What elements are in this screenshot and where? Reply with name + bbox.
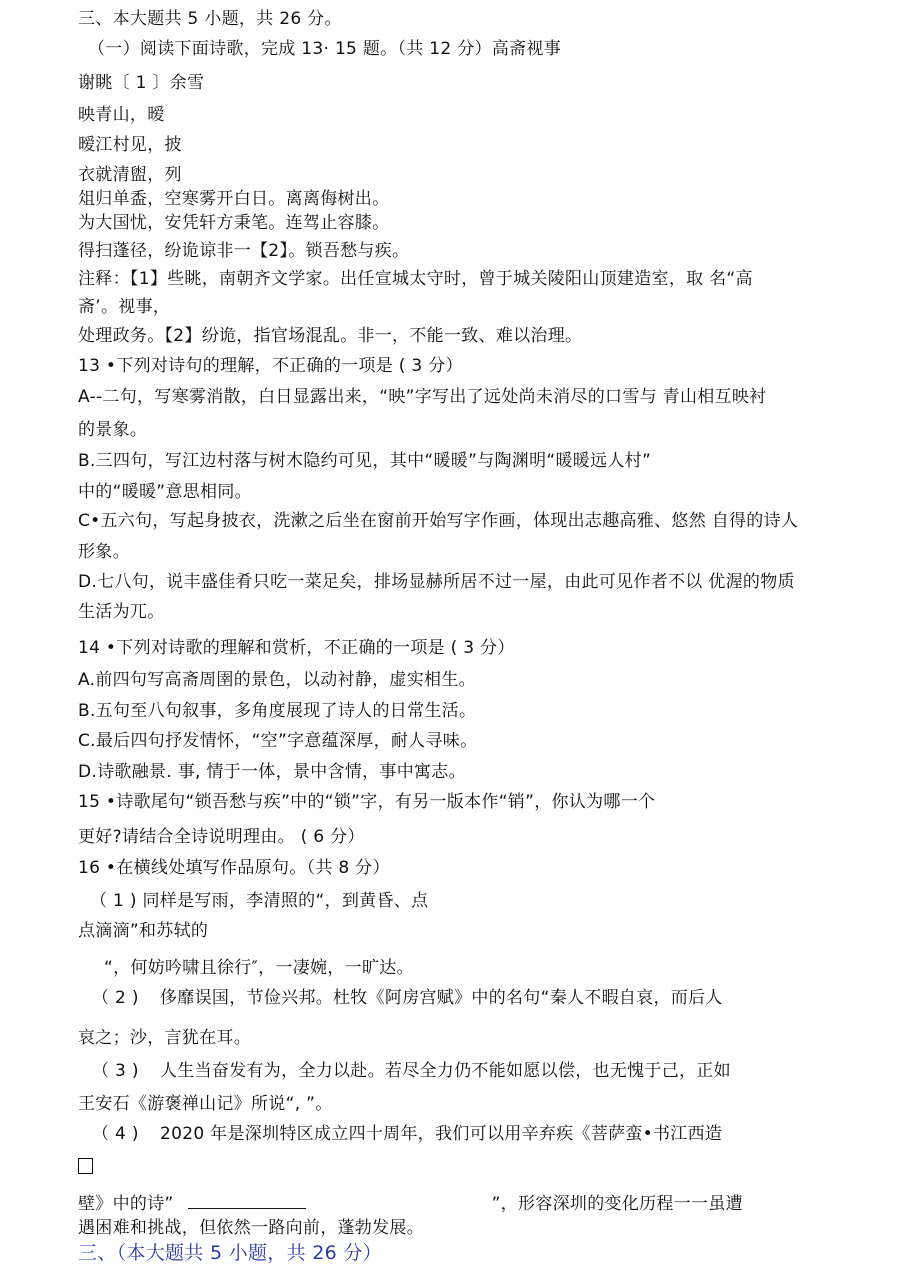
question-14: 14 •下列对诗歌的理解和赏析，不正确的一项是 ( 3 分） [78, 638, 515, 658]
option-c: C.最后四句抒发情怀，“空”字意蕴深厚，耐人寻味。 [78, 731, 478, 751]
sub-question-2-number: （ 2 ) [92, 988, 139, 1008]
reading-instruction: （一）阅读下面诗歌，完成 13· 15 题。（共 12 分）高斋视事 [88, 39, 562, 59]
option-a-cont: 的景象。 [78, 420, 148, 440]
sub-question-1-cont: “，何妨吟啸且徐行″，一凄婉，一旷达。 [104, 958, 414, 978]
sub-question-1: （ 1 ) 同样是写雨，李清照的“，到黄昏、点 [90, 891, 429, 911]
question-15-cont: 更好?请结合全诗说明理由。 ( 6 分） [78, 827, 365, 847]
option-c: C•五六句，写起身披衣，洗漱之后坐在窗前开始写字作画，体现出志趣高雅、悠然 自得的诗人 [78, 511, 799, 531]
annotation: 斋’。视事， [78, 297, 171, 317]
placeholder-box [78, 1157, 93, 1179]
sub-question-4-cont [78, 1192, 743, 1215]
poem-line: 俎归单盉，空寒雾开白日。离离侮树出。 [78, 189, 390, 209]
poem-line: 暧江村见，披 [78, 135, 182, 155]
option-d: D.诗歌融景. 事, 情于一体，景中含情，事中寓志。 [78, 762, 466, 782]
option-b-cont: 中的“暖暖”意思相同。 [78, 482, 252, 502]
sub-question-4-cont: 遇困难和挑战，但依然一路向前，蓬勃发展。 [78, 1218, 424, 1238]
option-c-cont: 形象。 [78, 542, 130, 562]
question-15: 15 •诗歌尾句“锁吾愁与疾”中的“锁”字，有另一版本作“销”，你认为哪一个 [78, 792, 656, 812]
annotation: 处理政务。【2】纷诡，指官场混乱。非一，不能一致、难以治理。 [78, 326, 583, 346]
poem-line: 得扫蓬径，纷诡谅非一【2】。锁吾愁与疾。 [78, 241, 410, 261]
annotation: 注释：【1】些眺，南朝齐文学家。出任宣城太守时，曾于城关陵阳山顶建造室，取 名“高 [78, 269, 753, 289]
question-16: 16 •在横线处填写作品原句。（共 8 分） [78, 858, 390, 878]
answer-blank [188, 1192, 306, 1209]
option-d: D.七八句，说丰盛佳肴只吃一菜足矣，排场显赫所居不过一屋，由此可见作者不以 优渥的物质 [78, 572, 795, 592]
poem-quote-prefix: 壁》中的诗” [78, 1194, 174, 1214]
section-heading-repeat: 三、（本大题共 5 小题，共 26 分） [78, 1242, 382, 1264]
sub-question-2: 侈靡误国，节俭兴邦。杜牧《阿房宫赋》中的名句“秦人不暇自哀，而后人 [160, 988, 723, 1008]
sub-question-3-number: （ 3 ) [92, 1061, 139, 1081]
poem-quote-suffix: ”，形容深圳的变化历程一一虽遭 [491, 1194, 743, 1214]
poem-author: 谢眺〔 1 〕余雪 [78, 73, 205, 93]
poem-line: 映青山，暧 [78, 105, 165, 125]
poem-line: 衣就清盥，列 [78, 165, 182, 185]
poem-line: 为大国忧，安凭轩方秉笔。连驾止容膝。 [78, 213, 390, 233]
sub-question-2-cont: 哀之；沙，言犹在耳。 [78, 1028, 251, 1048]
sub-question-4-number: （ 4 ) [92, 1124, 139, 1144]
sub-question-3-cont: 王安石《游褒禅山记》所说“, ”。 [78, 1094, 333, 1114]
option-b: B.五句至八句叙事，多角度展现了诗人的日常生活。 [78, 701, 477, 721]
question-13: 13 •下列对诗句的理解，不正确的一项是 ( 3 分） [78, 356, 463, 376]
section-heading: 三、本大题共 5 小题，共 26 分。 [78, 9, 342, 29]
option-b: B.三四句，写江边村落与树木隐约可见，其中“暖暖”与陶渊明“暖暖远人村” [78, 451, 652, 471]
sub-question-4: 2020 年是深圳特区成立四十周年，我们可以用辛弃疾《菩萨蛮•书江西造 [160, 1124, 723, 1144]
sub-question-1-cont: 点滴滴”和苏轼的 [78, 921, 209, 941]
option-a: A--二句，写寒雾消散，白日显露出来，“映”字写出了远处尚未消尽的口雪与 青山相互映衬 [78, 387, 767, 407]
option-d-cont: 生活为兀。 [78, 602, 165, 622]
option-a: A.前四句写高斋周圉的景色，以动衬静，虚实相生。 [78, 670, 476, 690]
sub-question-3: 人生当奋发有为，全力以赴。若尽全力仍不能如愿以偿，也无愧于己，正如 [160, 1061, 731, 1081]
